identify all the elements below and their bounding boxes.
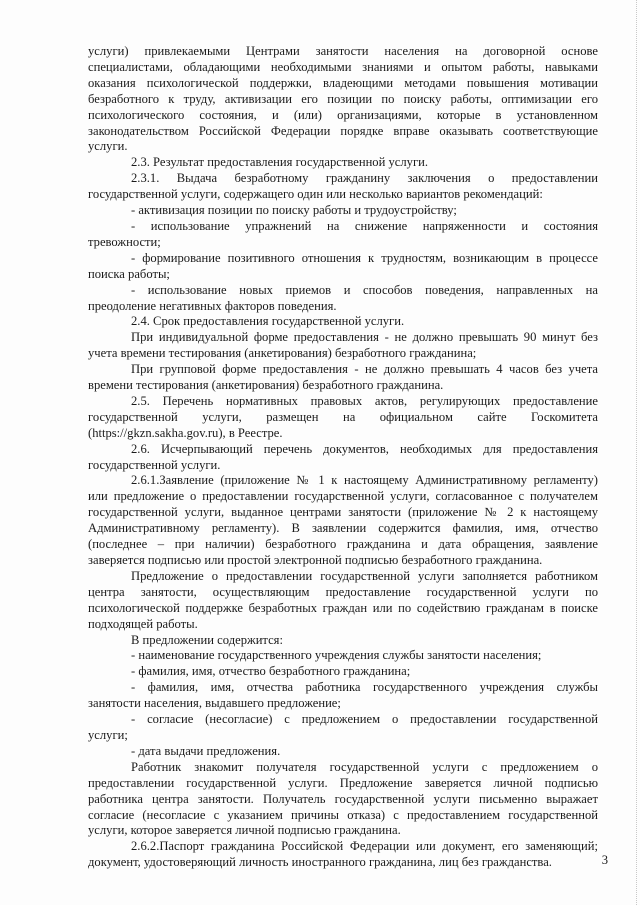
text-line: согласие (несогласие с указанием причины отказа) с предоставлением государственной: [88, 807, 598, 822]
scan-edge-dots: [634, 0, 637, 905]
text-line: государственной услуги, размещен на официальном сайте Госкомитета: [88, 409, 598, 424]
text-line: - дата выдачи предложения.: [131, 743, 281, 758]
paragraph: [88, 648, 598, 664]
text-line: 2.6.1.Заявление (приложение № 1 к настоящему Административному регламенту): [131, 473, 598, 488]
text-line: специалистами, обладающими необходимыми знаниями и опытом работы, навыками: [88, 59, 598, 74]
document-body: [88, 44, 598, 871]
paragraph: [88, 744, 598, 760]
text-line: - формирование позитивного отношения к трудностям, возникающим в процессе: [131, 250, 598, 265]
text-line: государственной услуги, выданное центрами занятости (приложение № 2 к настоящему: [88, 505, 598, 520]
paragraph: [88, 712, 598, 744]
text-line: оказания психологической поддержки, владеющими методами повышения мотивации: [88, 75, 598, 90]
paragraph: [88, 839, 598, 871]
paragraph: [88, 203, 598, 219]
text-line: Предложение о предоставлении государственной услуги заполняется работником: [131, 568, 598, 583]
text-line: услуги, которое заверяется личной подписью гражданина.: [88, 823, 401, 838]
paragraph: [88, 633, 598, 649]
paragraph: [88, 219, 598, 251]
text-line: - использование новых приемов и способов поведения, направленных на: [131, 282, 598, 297]
text-line: законодательством Российской Федерации порядке вправе оказывать соответствующие: [88, 123, 598, 138]
paragraph: [88, 442, 598, 474]
text-line: При индивидуальной форме предоставления - не должно превышать 90 минут без: [131, 330, 598, 345]
text-line: центра занятости, осуществляющим предоставление государственной услуги по: [88, 584, 598, 599]
text-line: тревожности;: [88, 234, 161, 249]
paragraph: [88, 473, 598, 568]
text-line: Административному регламенту). В заявлении содержится фамилия, имя, отчество: [88, 521, 598, 536]
text-line: поиска работы;: [88, 266, 170, 281]
text-line: учета времени тестирования (анкетирования) безработного гражданина;: [88, 346, 477, 361]
paragraph: [88, 664, 598, 680]
text-line: - наименование государственного учреждения службы занятости населения;: [131, 648, 542, 663]
text-line: 2.4. Срок предоставления государственной услуги.: [131, 314, 405, 329]
text-line: подходящей работы.: [88, 616, 198, 631]
text-line: времени тестирования (анкетирования) безработного гражданина.: [88, 378, 444, 393]
paragraph: [88, 314, 598, 330]
text-line: При групповой форме предоставления - не должно превышать 4 часов без учета: [131, 362, 598, 377]
text-line: - активизация позиции по поиску работы и трудоустройству;: [131, 203, 457, 218]
text-line: занятости населения, выдавшего предложение;: [88, 696, 341, 711]
text-line: государственной услуги, содержащего один или несколько вариантов рекомендаций:: [88, 187, 543, 202]
paragraph: [88, 394, 598, 442]
text-line: (последнее – при наличии) безработного гражданина и дата обращения, заявление: [88, 537, 598, 552]
paragraph: [88, 362, 598, 394]
text-line: 2.6. Исчерпывающий перечень документов, необходимых для предоставления: [131, 441, 598, 456]
text-line: услуги) привлекаемыми Центрами занятости населения на договорной основе: [88, 44, 598, 58]
text-line: заверяется подписью или простой электронной подписью безработного гражданина.: [88, 553, 543, 567]
text-line: (https://gkzn.sakha.gov.ru), в Реестре.: [88, 425, 283, 440]
text-line: работника центра занятости. Получатель государственной услуги письменно выражает: [88, 791, 598, 806]
paragraph: [88, 251, 598, 283]
paragraph: [88, 171, 598, 203]
paragraph: [88, 569, 598, 633]
text-line: психологической поддержке безработных граждан или по содействию гражданам в поиске: [88, 600, 598, 615]
text-line: 2.6.2.Паспорт гражданина Российской Федерации или документ, его заменяющий;: [131, 839, 598, 854]
paragraph: [88, 330, 598, 362]
text-line: 2.5. Перечень нормативных правовых актов, регулирующих предоставление: [131, 393, 598, 408]
text-line: услуги;: [88, 727, 128, 742]
text-line: Работник знакомит получателя государственной услуги с предложением о: [131, 759, 598, 774]
paragraph: [88, 680, 598, 712]
text-line: - использование упражнений на снижение напряженности и состояния: [131, 218, 598, 233]
text-line: предоставлении государственной услуги. Предложение заверяется личной подписью: [88, 775, 598, 790]
text-line: - фамилия, имя, отчества работника государственного учреждения службы: [131, 680, 598, 695]
text-line: - фамилия, имя, отчество безработного гражданина;: [131, 664, 411, 679]
paragraph: [88, 760, 598, 840]
paragraph: [88, 283, 598, 315]
paragraph: [88, 44, 598, 155]
text-line: государственной услуги.: [88, 457, 221, 472]
paragraph: [88, 155, 598, 171]
text-line: 2.3.1. Выдача безработному гражданину заключения о предоставлении: [131, 171, 598, 186]
text-line: - согласие (несогласие) с предложением о предоставлении государственной: [131, 712, 598, 727]
text-line: В предложении содержится:: [131, 632, 283, 647]
page-number: 3: [601, 853, 608, 867]
text-line: 2.3. Результат предоставления государственной услуги.: [131, 155, 429, 170]
text-line: или предложение о предоставлении государственной услуги, согласованное с получателем: [88, 489, 598, 504]
text-line: преодоление негативных факторов поведения.: [88, 298, 337, 313]
text-line: безработного к труду, активизации его позиции по поиску работы, оптимизации его: [88, 91, 598, 106]
text-line: документ, удостоверяющий личность иностранного гражданина, лиц без гражданства.: [88, 855, 552, 870]
text-line: психологического состояния, и (или) организациями, которые в установленном: [88, 107, 598, 122]
text-line: услуги.: [88, 139, 128, 154]
